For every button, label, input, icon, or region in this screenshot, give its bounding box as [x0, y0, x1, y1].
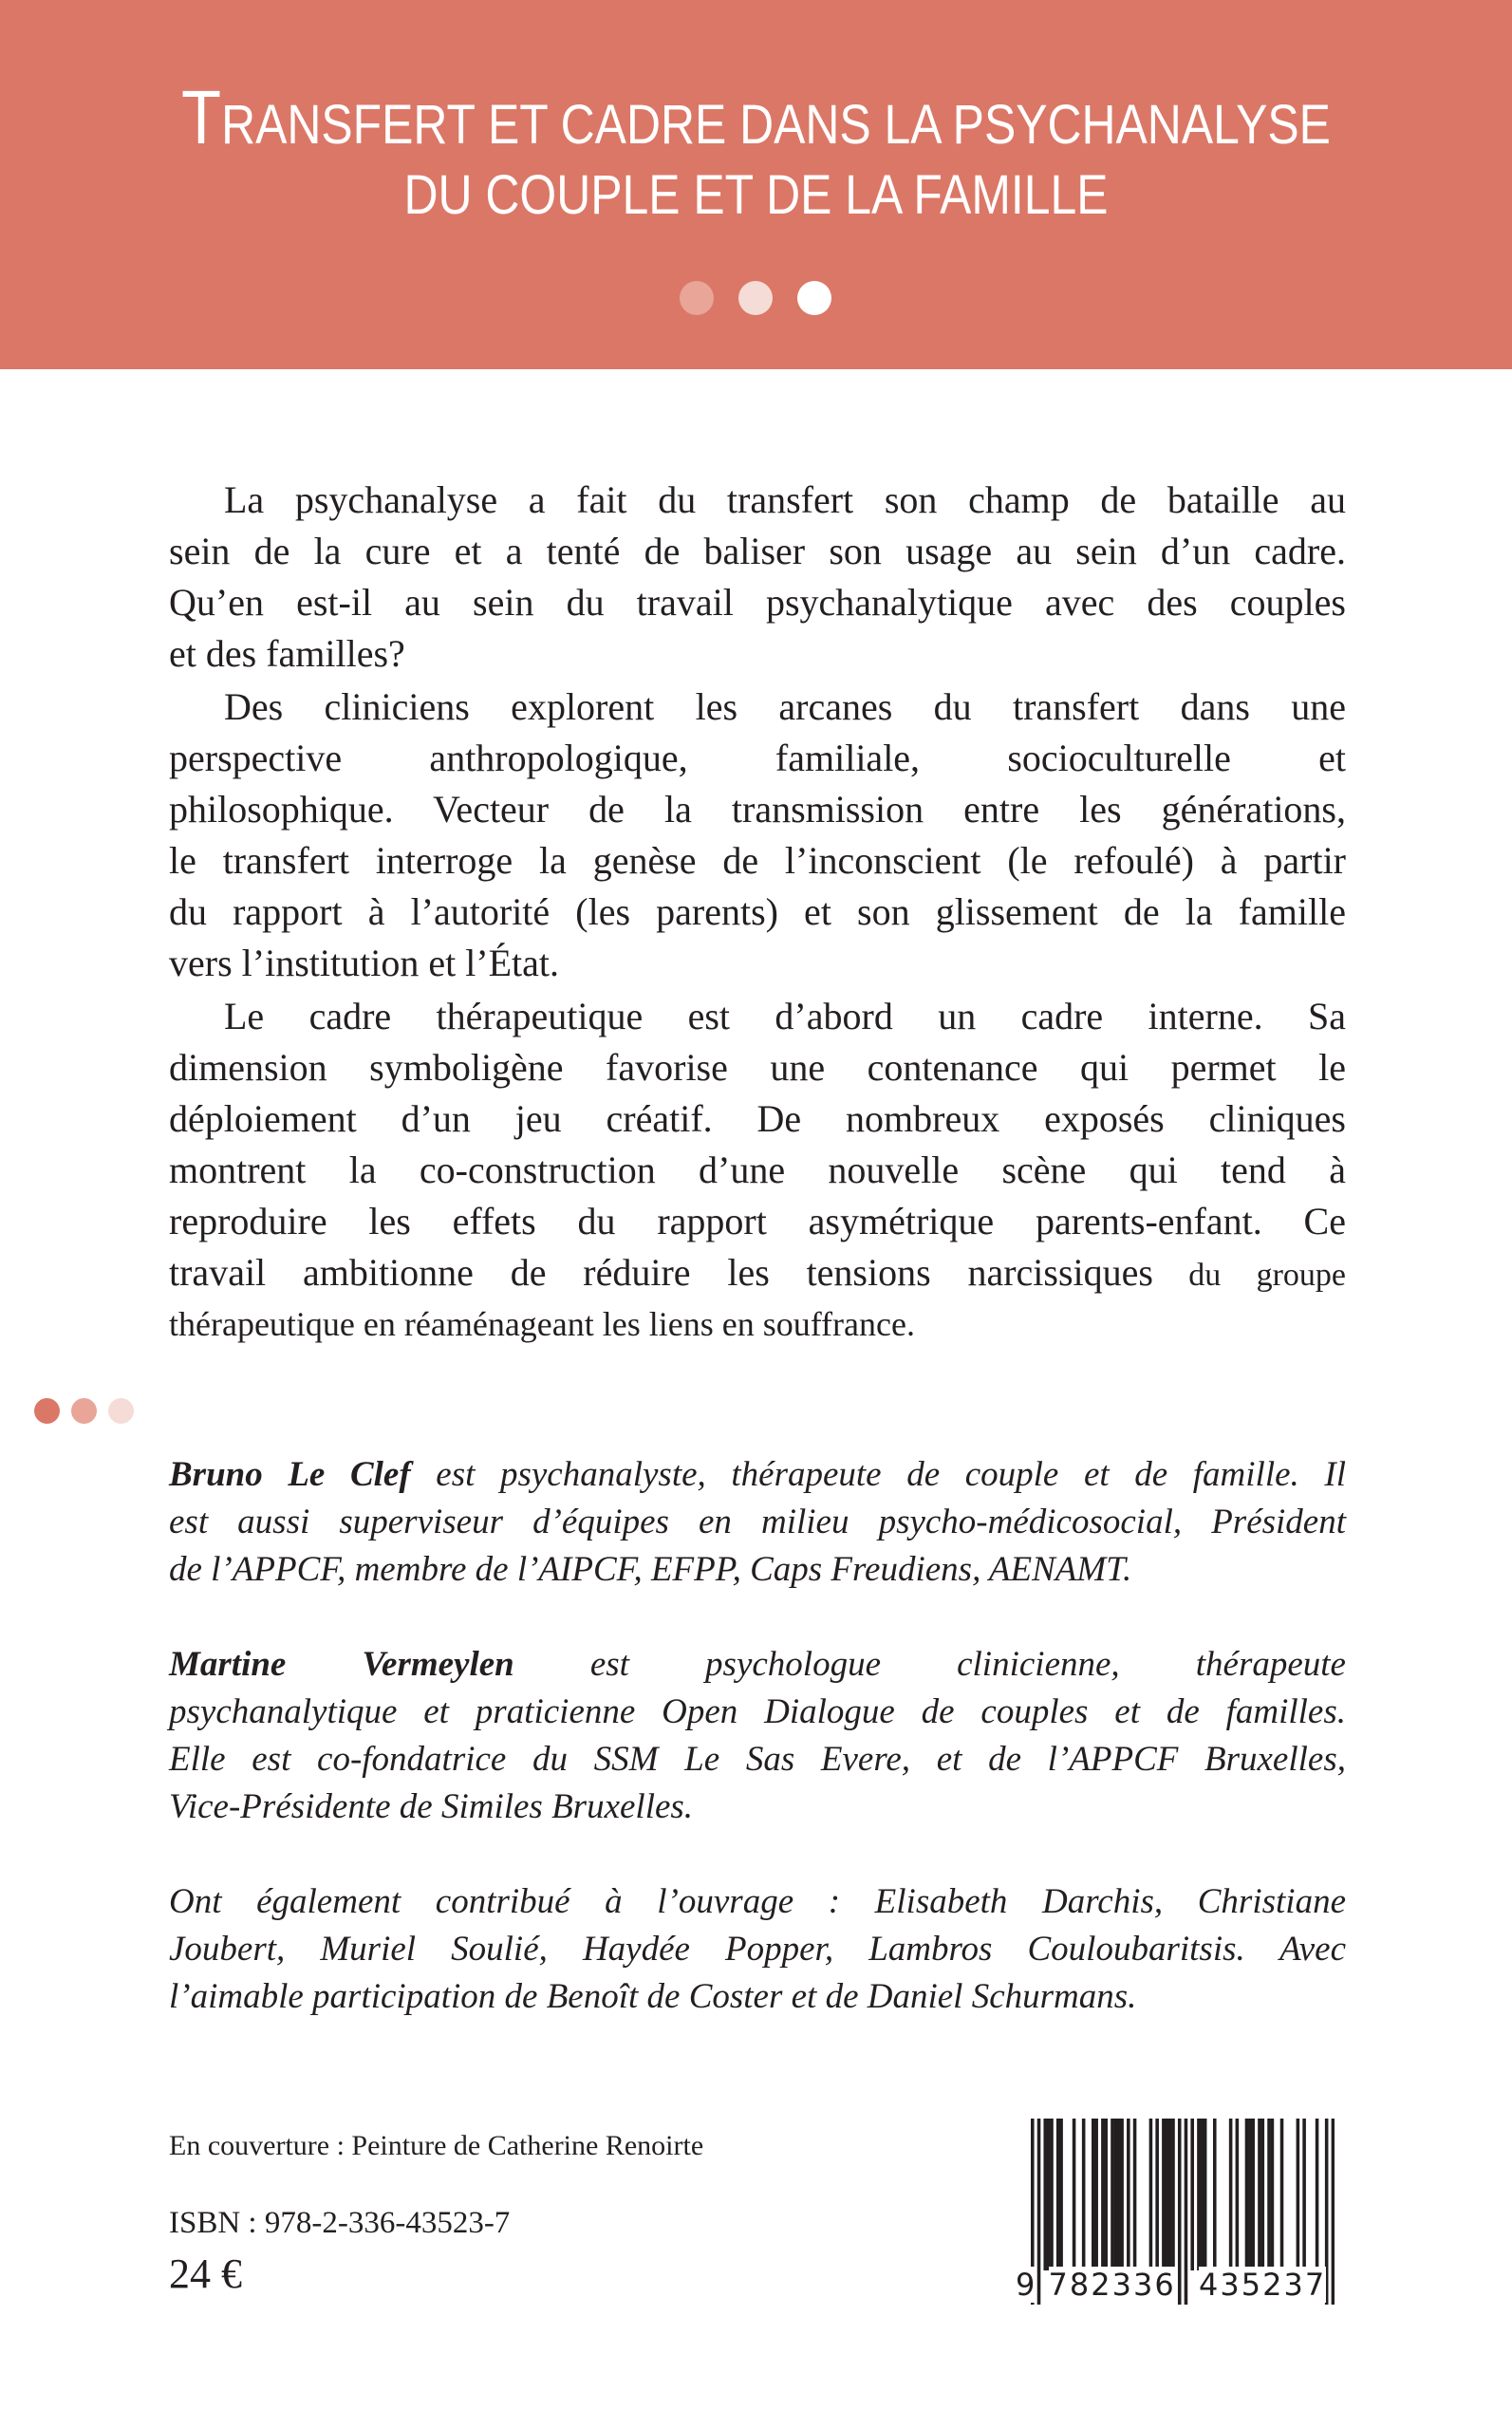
barcode-bar: [1165, 2119, 1168, 2270]
book-title-line-2: DU COUPLE ET DE LA FAMILLE: [403, 164, 1109, 226]
barcode-bar: [1251, 2119, 1255, 2270]
text-line: montrent la co-construction d’une nouvelle scène qui tend à: [169, 1148, 1346, 1191]
barcode-bar: [1162, 2119, 1166, 2270]
barcode-bar: [1104, 2119, 1108, 2270]
dot-icon: [71, 1398, 97, 1424]
text-line: du rapport à l’autorité (les parents) et son glissement de la famille: [169, 890, 1346, 933]
text-run: est psychanalyste, thérapeute de couple et de famille. Il: [410, 1455, 1346, 1494]
text-line: l’aimable participation de Benoît de Coster et de Daniel Schurmans.: [169, 1977, 1137, 2016]
barcode-bar: [1092, 2119, 1095, 2270]
barcode-bar: [1114, 2119, 1118, 2270]
cover-credit: En couverture : Peinture de Catherine Renoirte: [169, 2130, 704, 2161]
barcode-bar: [1082, 2119, 1086, 2270]
separator-dots: [34, 1398, 134, 1424]
text-line: Des cliniciens explorent les arcanes du transfert dans une: [224, 685, 1346, 728]
barcode-bar: [1190, 2119, 1194, 2270]
text-line: Ont également contribué à l’ouvrage : Elisabeth Darchis, Christiane: [169, 1882, 1346, 1921]
barcode-bar: [1267, 2119, 1271, 2270]
barcode-bar: [1197, 2119, 1201, 2270]
book-title-line-1: [106, 74, 1407, 161]
dot-icon: [738, 281, 773, 315]
price: 24 €: [169, 2250, 242, 2297]
text-line: est aussi superviseur d’équipes en milieu psycho-médicosocial, Président: [169, 1503, 1346, 1541]
text-line: thérapeutique en réaménageant les liens en souffrance.: [169, 1305, 915, 1343]
barcode-bar: [1171, 2119, 1175, 2270]
title-line-1-text: RANSFERT ET CADRE DANS LA PSYCHANALYSE: [221, 94, 1331, 156]
title-initial: T: [181, 75, 222, 159]
barcode-bar: [1149, 2119, 1153, 2270]
author-name: Bruno Le Clef: [169, 1455, 411, 1494]
barcode-bar: [1047, 2119, 1051, 2270]
text-line: La psychanalyse a fait du transfert son champ de bataille au: [224, 478, 1346, 521]
barcode-bar: [1117, 2119, 1121, 2270]
dot-icon: [108, 1398, 134, 1424]
barcode-first-digit: 9: [1016, 2267, 1037, 2303]
text-line: de l’APPCF, membre de l’AIPCF, EFPP, Caps Freudiens, AENAMT.: [169, 1550, 1132, 1589]
text-line: [169, 1247, 1346, 1298]
barcode-bar: [1236, 2119, 1240, 2270]
barcode-right-group: 435237: [1199, 2267, 1327, 2303]
text-line: dimension symboligène favorise une contenance qui permet le: [169, 1046, 1346, 1089]
text-line: déploiement d’un jeu créatif. De nombreux exposés cliniques: [169, 1097, 1346, 1140]
dot-icon: [34, 1398, 60, 1424]
barcode-bar: [1229, 2119, 1233, 2270]
text-line: [169, 1639, 1346, 1690]
barcode-bar: [1302, 2119, 1306, 2270]
barcode-bar: [1258, 2119, 1261, 2270]
barcode-bar: [1204, 2119, 1207, 2270]
barcode-bar: [1133, 2119, 1137, 2270]
barcode-bar: [1059, 2119, 1063, 2270]
barcode-bar: [1073, 2119, 1076, 2270]
text-line: Le cadre thérapeutique est d’abord un cadre interne. Sa: [224, 995, 1346, 1037]
barcode-bar: [1213, 2119, 1217, 2270]
text-run: est psychologue clinicienne, thérapeute: [513, 1645, 1346, 1684]
text-line: psychanalytique et praticienne Open Dialogue de couples et de familles.: [169, 1692, 1346, 1731]
barcode-bar: [1155, 2119, 1159, 2270]
barcode-bar: [1120, 2119, 1124, 2270]
text-run: travail ambitionne de réduire les tensions narcissiques: [169, 1251, 1153, 1294]
text-line: philosophique. Vecteur de la transmission entre les générations,: [169, 788, 1346, 831]
text-line: vers l’institution et l’État.: [169, 942, 560, 984]
title-band: [0, 0, 1512, 369]
dot-icon: [797, 281, 831, 315]
barcode-bar: [1248, 2119, 1252, 2270]
barcode-bar: [1050, 2119, 1054, 2270]
barcode-bar: [1101, 2119, 1105, 2270]
barcode-bar: [1271, 2119, 1275, 2270]
barcode-bar: [1094, 2119, 1098, 2270]
isbn: ISBN : 978-2-336-43523-7: [169, 2206, 511, 2240]
barcode-digits: [1016, 2267, 1335, 2303]
barcode-bar: [1043, 2119, 1047, 2270]
text-line: reproduire les effets du rapport asymétrique parents-enfant. Ce: [169, 1200, 1346, 1242]
barcode-bar: [1127, 2119, 1130, 2270]
title-dots: [680, 281, 831, 315]
text-line: et des familles?: [169, 632, 405, 675]
barcode-bar: [1168, 2119, 1172, 2270]
text-line: Elle est co-fondatrice du SSM Le Sas Evere, et de l’APPCF Bruxelles,: [169, 1740, 1346, 1779]
barcode-bar: [1297, 2119, 1300, 2270]
text-line: le transfert interroge la genèse de l’inconscient (le refoulé) à partir: [169, 839, 1346, 882]
text-line: Vice-Présidente de Similes Bruxelles.: [169, 1787, 694, 1826]
barcode-bar: [1245, 2119, 1249, 2270]
text-line: sein de la cure et a tenté de baliser son usage au sein d’un cadre.: [169, 530, 1346, 572]
text-line: perspective anthropologique, familiale, socioculturelle et: [169, 737, 1346, 779]
barcode-bar: [1261, 2119, 1265, 2270]
text-line: Qu’en est-il au sein du travail psychanalytique avec des couples: [169, 581, 1346, 624]
barcode-bar: [1201, 2119, 1204, 2270]
text-line: [169, 1449, 1346, 1501]
barcode-bar: [1111, 2119, 1114, 2270]
dot-icon: [680, 281, 714, 315]
barcode-bar: [1056, 2119, 1060, 2270]
author-name: Martine Vermeylen: [169, 1645, 514, 1684]
barcode-bar: [1316, 2119, 1319, 2270]
text-run-small: du groupe: [1152, 1258, 1346, 1293]
text-line: Joubert, Muriel Soulié, Haydée Popper, Lambros Couloubaritsis. Avec: [169, 1930, 1346, 1969]
barcode-bar: [1280, 2119, 1284, 2270]
barcode-left-group: 782336: [1048, 2267, 1176, 2303]
